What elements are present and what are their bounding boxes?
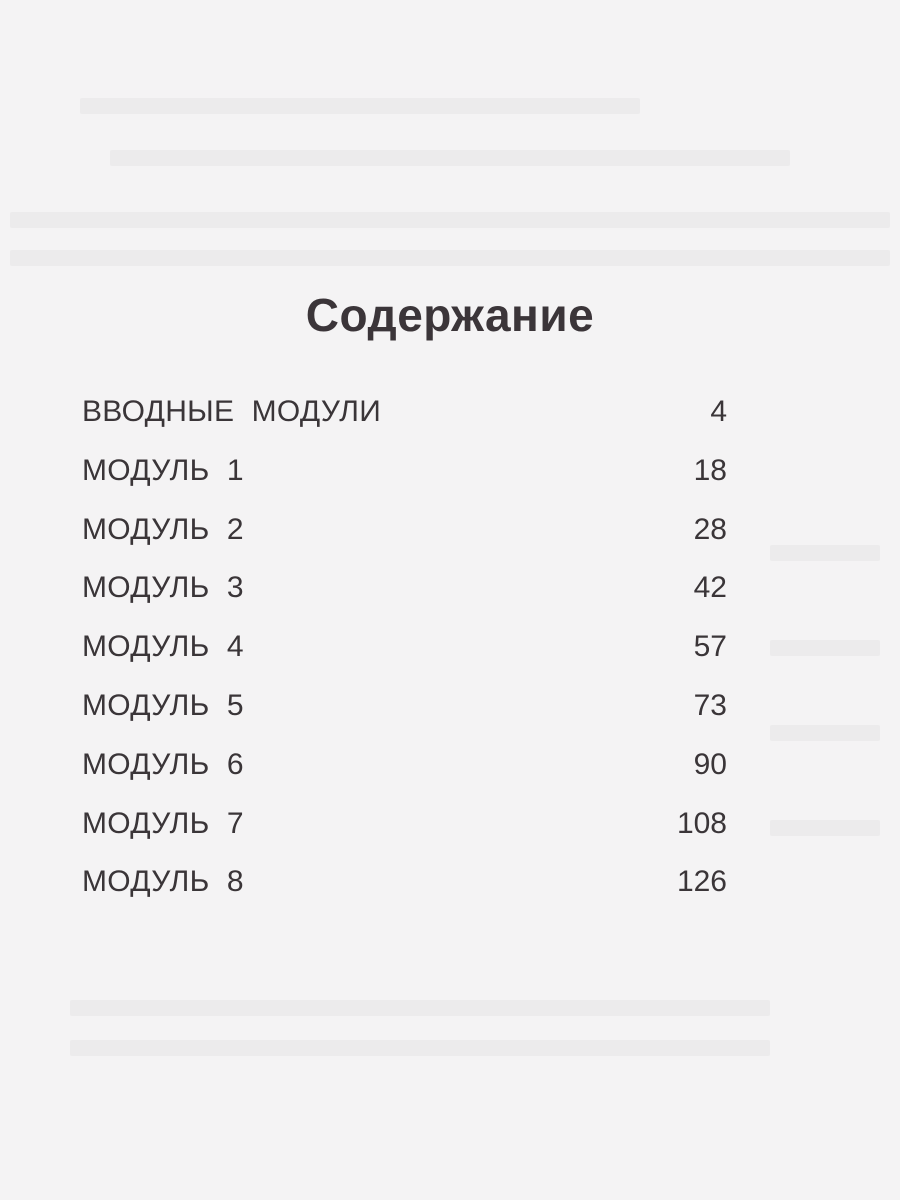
toc-entry-page-number: 57 [693,630,727,664]
toc-entry-module-5[interactable] [82,689,727,748]
toc-entry-module-7[interactable] [82,807,727,866]
toc-entry-module-4[interactable] [82,630,727,689]
toc-entry-label: МОДУЛЬ 6 [82,747,244,781]
toc-entry-module-6[interactable] [82,748,727,807]
toc-entry-label: МОДУЛЬ 3 [82,571,244,605]
toc-entry-module-8[interactable] [82,865,727,924]
toc-entry-label: МОДУЛЬ 4 [82,630,244,664]
toc-entry-page-number: 18 [693,453,727,487]
toc-entry-label: МОДУЛЬ 1 [82,453,244,487]
bleed-line [110,150,790,166]
bleed-line [770,725,880,741]
toc-entry-page-number: 28 [693,512,727,546]
toc-entry-module-1[interactable] [82,454,727,513]
toc-entry-label: ВВОДНЫЕ МОДУЛИ [82,395,382,428]
bleed-line [70,1000,770,1016]
bleed-line [70,1040,770,1056]
toc-entry-page-number: 108 [676,806,727,840]
page-title: Содержание [305,289,595,341]
toc-entry-page-number: 73 [693,688,727,722]
toc-entry-page-number: 4 [710,395,727,428]
toc-entry-label: МОДУЛЬ 7 [82,806,244,840]
bleed-line [10,212,890,228]
toc-entry-label: МОДУЛЬ 5 [82,688,244,722]
bleed-line [80,98,640,114]
bleed-line [770,820,880,836]
toc-entry-page-number: 42 [693,571,727,605]
toc-entry-page-number: 126 [676,865,727,899]
table-of-contents [82,395,727,924]
toc-entry-module-3[interactable] [82,571,727,630]
bleed-line [10,250,890,266]
bleed-line [770,545,880,561]
bleed-line [770,640,880,656]
toc-entry-page-number: 90 [693,747,727,781]
toc-entry-label: МОДУЛЬ 2 [82,512,244,546]
toc-entry-module-2[interactable] [82,513,727,572]
toc-entry-label: МОДУЛЬ 8 [82,865,244,899]
toc-entry-introductory-modules[interactable] [82,395,727,454]
